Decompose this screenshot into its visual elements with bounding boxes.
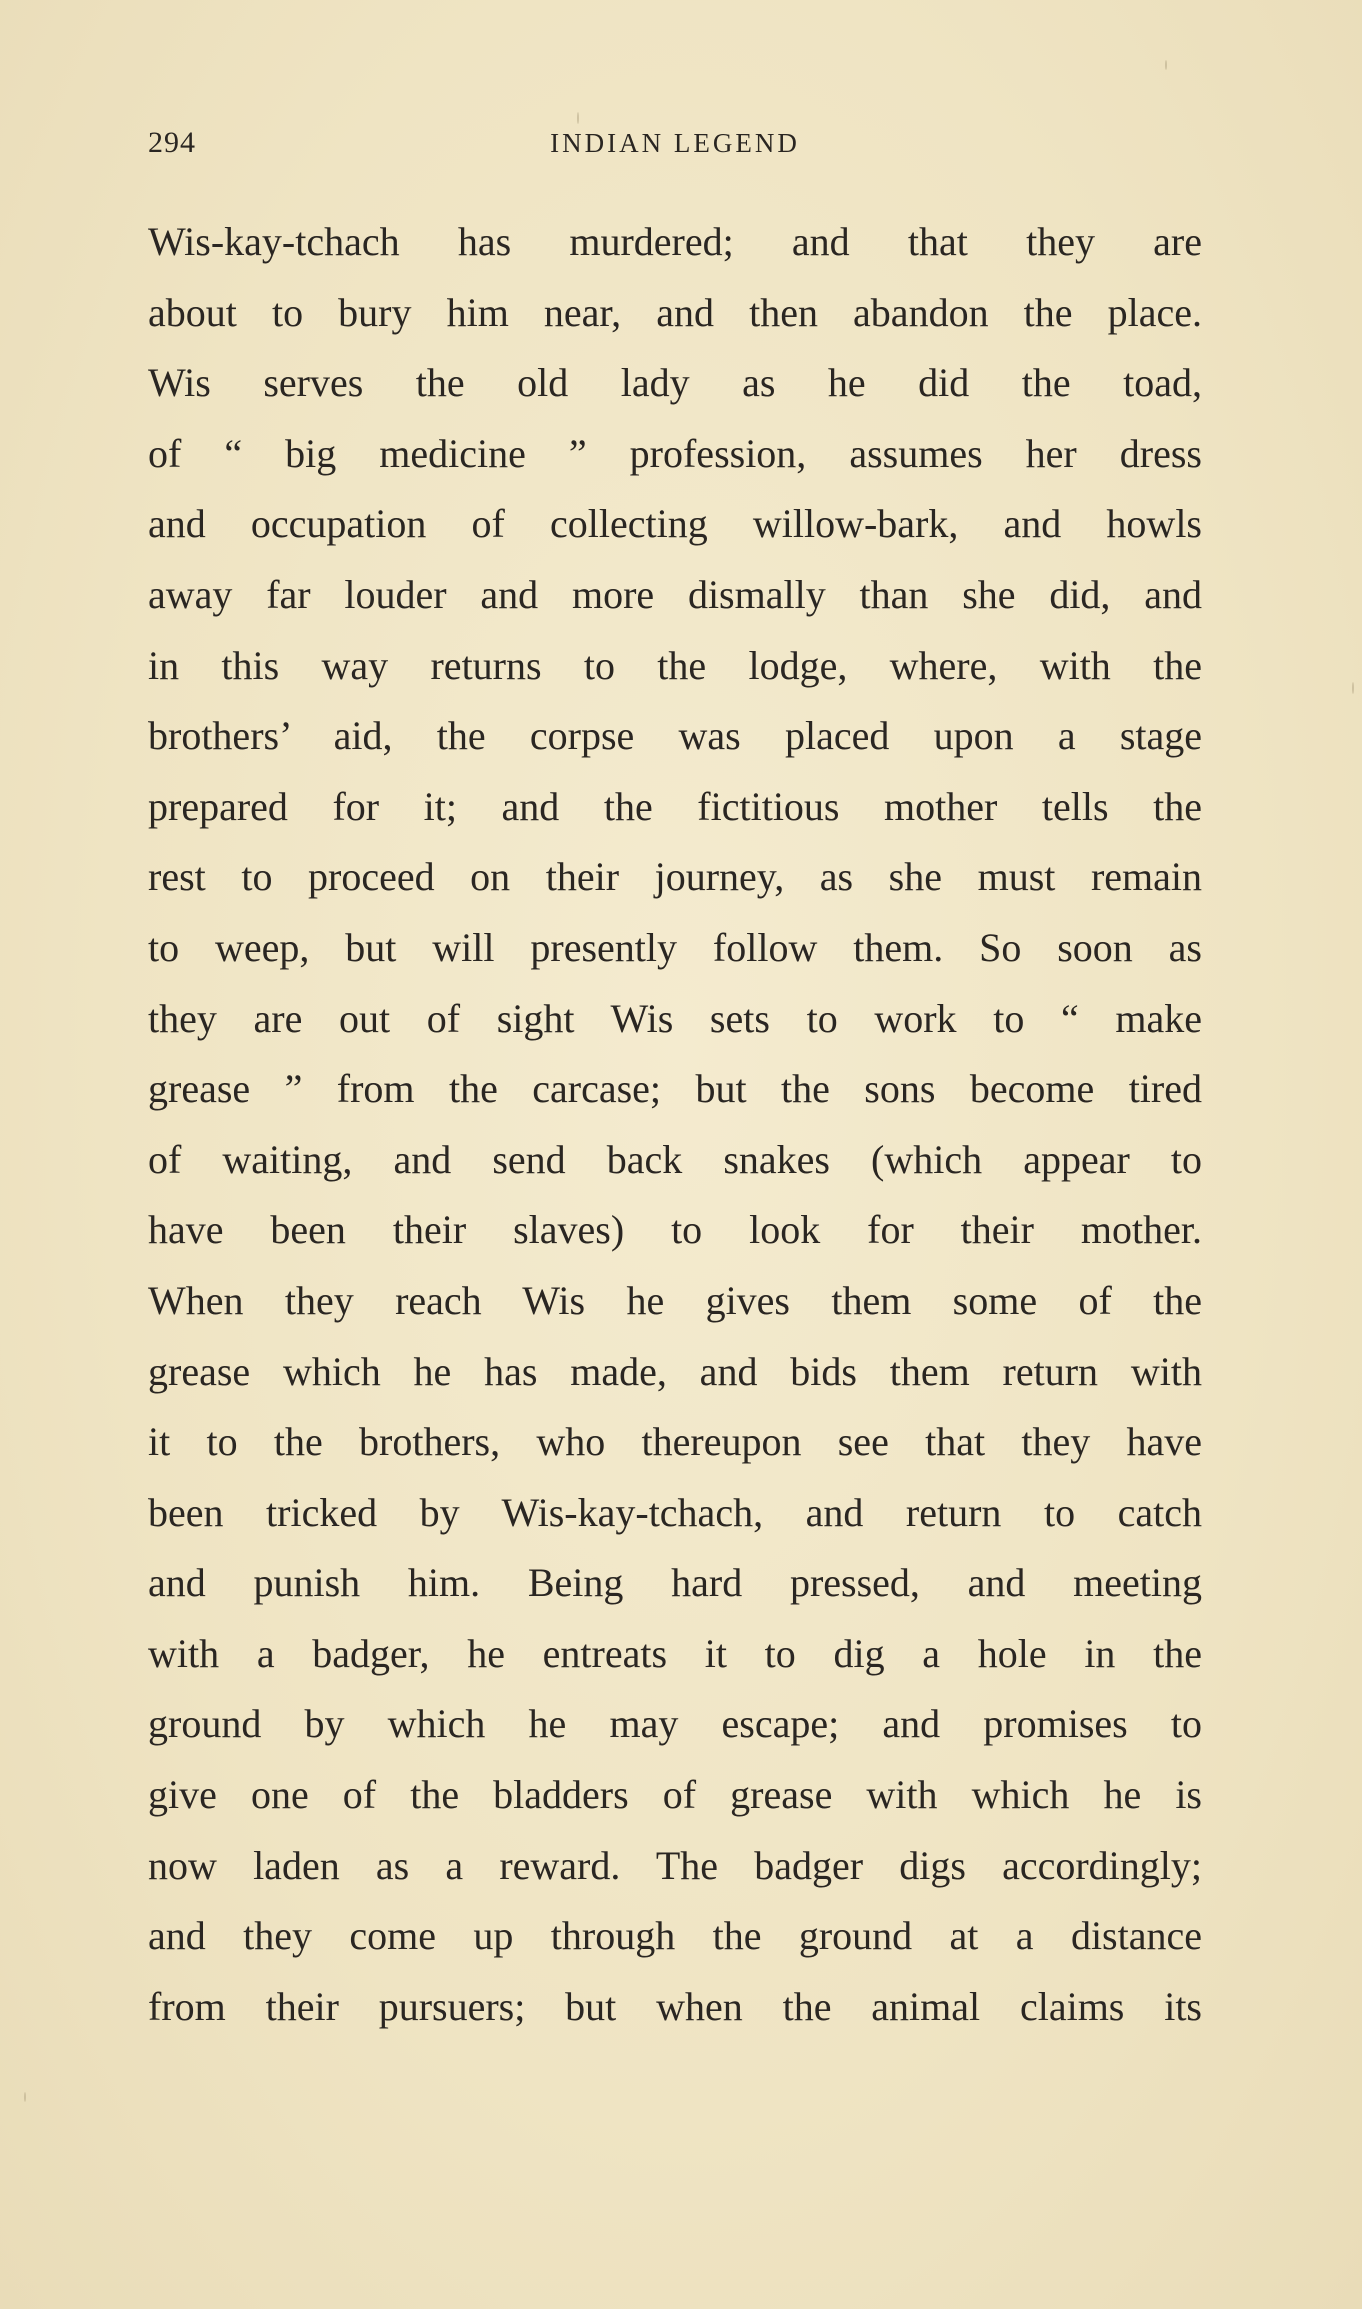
text-line: Wis-kay-tchach has murdered; and that they are (148, 219, 1202, 264)
text-line: of waiting, and send back snakes (which appear to (148, 1136, 1202, 1182)
page-header (148, 126, 1202, 166)
text-line: brothers’ aid, the corpse was placed upon a stage (148, 713, 1202, 759)
text-line: When they reach Wis he gives them some of the (148, 1277, 1202, 1323)
paper-speck (1352, 682, 1354, 694)
text-line: with a badger, he entreats it to dig a hole in the (148, 1630, 1202, 1676)
text-line: in this way returns to the lodge, where, with the (148, 642, 1202, 688)
text-line: grease which he has made, and bids them return with (148, 1348, 1202, 1394)
text-line: Wis serves the old lady as he did the toad, (148, 360, 1202, 406)
text-line: to weep, but will presently follow them. So soon as (148, 924, 1202, 970)
text-line: have been their slaves) to look for their mother. (148, 1207, 1202, 1253)
text-line: grease ” from the carcase; but the sons become tired (148, 1066, 1202, 1112)
text-line: now laden as a reward. The badger digs accordingly; (148, 1842, 1202, 1888)
text-line: give one of the bladders of grease with which he is (148, 1772, 1202, 1818)
text-line: and punish him. Being hard pressed, and meeting (148, 1560, 1202, 1606)
text-line: they are out of sight Wis sets to work to “ make (148, 995, 1202, 1041)
text-line: from their pursuers; but when the animal claims its (148, 1983, 1202, 2029)
text-line: and occupation of collecting willow-bark, and howls (148, 501, 1202, 547)
text-line: of “ big medicine ” profession, assumes her dress (148, 430, 1202, 476)
paper-speck (24, 2092, 26, 2102)
text-line: been tricked by Wis-kay-tchach, and return to catch (148, 1489, 1202, 1535)
text-line: and they come up through the ground at a distance (148, 1913, 1202, 1959)
paper-speck (1165, 60, 1167, 70)
body-text (148, 207, 1202, 2042)
text-line: it to the brothers, who thereupon see that they have (148, 1419, 1202, 1465)
text-line: prepared for it; and the fictitious mother tells the (148, 783, 1202, 829)
text-line: about to bury him near, and then abandon the place. (148, 289, 1202, 335)
running-head: INDIAN LEGEND (550, 128, 800, 158)
page-number: 294 (148, 126, 196, 159)
text-line: away far louder and more dismally than she did, and (148, 571, 1202, 617)
text-line: rest to proceed on their journey, as she must remain (148, 854, 1202, 900)
text-line: ground by which he may escape; and promises to (148, 1701, 1202, 1747)
paper-speck (577, 112, 579, 124)
